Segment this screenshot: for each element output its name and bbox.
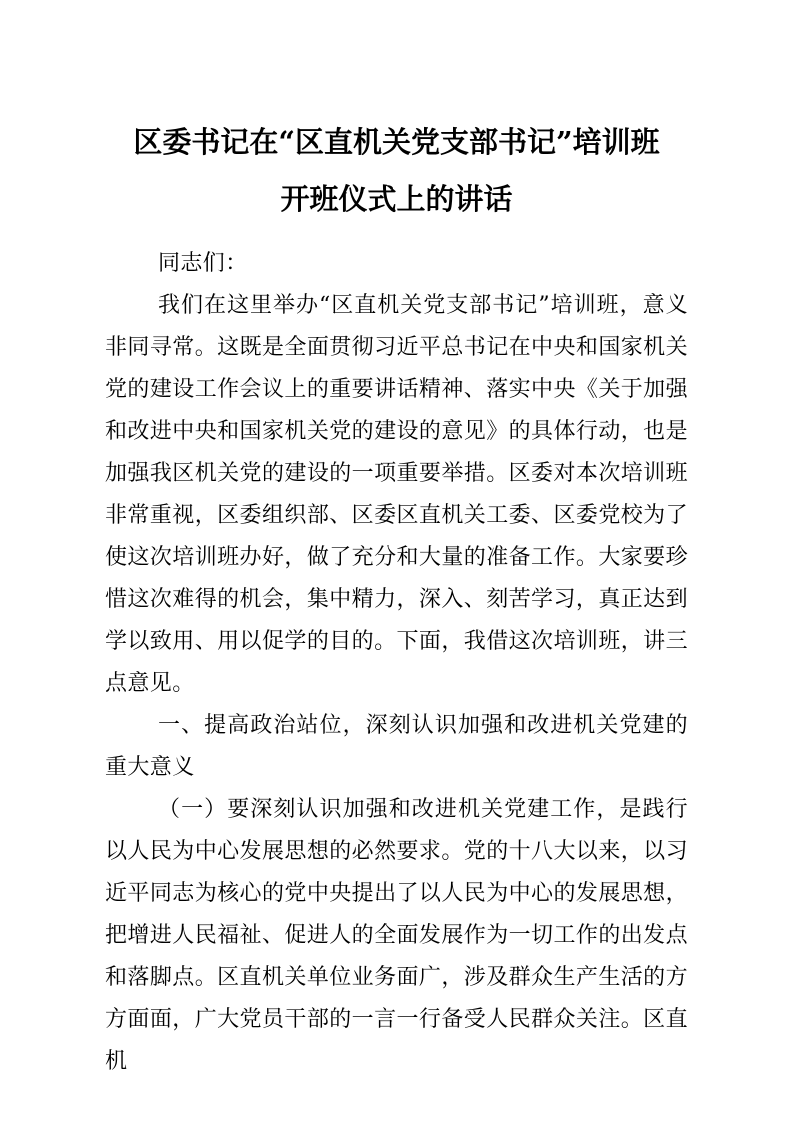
paragraph-salutation: 同志们： <box>158 251 248 276</box>
document-title-line-2: 开班仪式上的讲话 <box>280 182 513 216</box>
document-title-line-1: 区委书记在“区直机关党支部书记”培训班 <box>133 125 660 159</box>
document-title <box>105 114 688 228</box>
paragraph-point-1: （一）要深刻认识加强和改进机关党建工作，是践行以人民为中心发展思想的必然要求。党的十八大以来，以习近平同志为核心的党中央提出了以人民为中心的发展思想，把增进人民福祉、促进人的全面发展作为一切工作的出发点和落脚点。区直机关单位业务面广，涉及群众生产生活的方方面面，广大党员干部的一言一行备受人民群众关注。区直机 <box>105 797 688 1074</box>
paragraph-intro: 我们在这里举办“区直机关党支部书记”培训班，意义非同寻常。这既是全面贯彻习近平总书记在中央和国家机关党的建设工作会议上的重要讲话精神、落实中央《关于加强和改进中央和国家机关党的建设的意见》的具体行动，也是加强我区机关党的建设的一项重要举措。区委对本次培训班非常重视，区委组织部、区委区直机关工委、区委党校为了使这次培训班办好，做了充分和大量的准备工作。大家要珍惜这次难得的机会，集中精力，深入、刻苦学习，真正达到学以致用、用以促学的目的。下面，我借这次培训班，讲三点意见。 <box>105 293 688 696</box>
document-body <box>105 243 688 1083</box>
paragraph-section-heading-1: 一、提高政治站位，深刻认识加强和改进机关党建的重大意义 <box>105 713 688 780</box>
